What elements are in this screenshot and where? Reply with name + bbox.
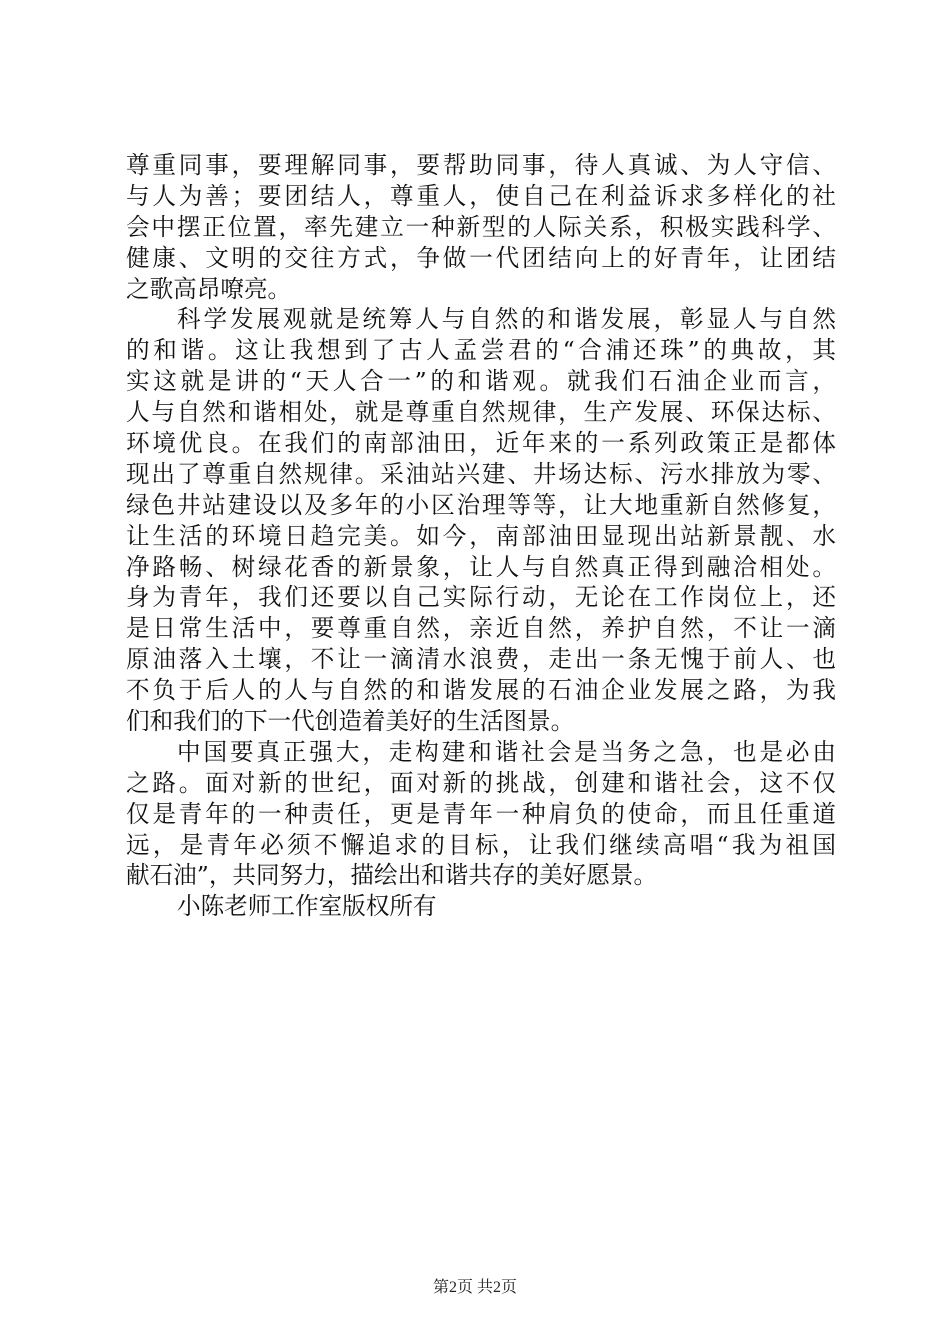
text-line: 是日常生活中，要尊重自然，亲近自然，养护自然，不让一滴 <box>126 614 836 643</box>
text-line: 身为青年，我们还要以自己实际行动，无论在工作岗位上，还 <box>126 583 836 612</box>
text-line: 现出了尊重自然规律。采油站兴建、井场达标、污水排放为零、 <box>126 459 836 488</box>
text-line: 献石油”，共同努力，描绘出和谐共存的美好愿景。 <box>126 861 658 890</box>
text-line: 们和我们的下一代创造着美好的生活图景。 <box>126 707 575 736</box>
text-line: 科学发展观就是统筹人与自然的和谐发展，彰显人与自然 <box>177 305 836 334</box>
page-number-footer: 第2页 共2页 <box>432 1279 517 1296</box>
text-line: 不负于后人的人与自然的和谐发展的石油企业发展之路，为我 <box>126 676 836 705</box>
text-line: 之歌高昂嘹亮。 <box>126 274 292 303</box>
text-line: 健康、文明的交往方式，争做一代团结向上的好青年，让团结 <box>126 243 836 272</box>
text-line: 实这就是讲的“天人合一”的和谐观。就我们石油企业而言， <box>126 367 836 396</box>
copyright-notice: 小陈老师工作室版权所有 <box>177 892 437 921</box>
text-line: 尊重同事，要理解同事，要帮助同事，待人真诚、为人守信、 <box>126 151 836 179</box>
text-line: 仅是青年的一种责任，更是青年一种肩负的使命，而且任重道 <box>126 799 836 828</box>
paragraph-2 <box>126 304 836 736</box>
text-line: 与人为善；要团结人，尊重人，使自己在利益诉求多样化的社 <box>126 181 836 210</box>
text-line: 中国要真正强大，走构建和谐社会是当务之急，也是必由 <box>177 737 836 766</box>
text-line: 绿色井站建设以及多年的小区治理等等，让大地重新自然修复， <box>126 490 836 519</box>
paragraph-1 <box>126 150 836 304</box>
document-body <box>126 150 836 922</box>
text-line: 环境优良。在我们的南部油田，近年来的一系列政策正是都体 <box>126 429 836 458</box>
text-line: 让生活的环境日趋完美。如今，南部油田显现出站新景靓、水 <box>126 521 836 550</box>
text-line: 净路畅、树绿花香的新景象，让人与自然真正得到融洽相处。 <box>126 552 836 581</box>
text-line: 会中摆正位置，率先建立一种新型的人际关系，积极实践科学、 <box>126 212 836 241</box>
text-line: 之路。面对新的世纪，面对新的挑战，创建和谐社会，这不仅 <box>126 768 836 797</box>
paragraph-3 <box>126 737 836 891</box>
text-line: 的和谐。这让我想到了古人孟尝君的“合浦还珠”的典故，其 <box>126 336 836 365</box>
text-line: 远，是青年必须不懈追求的目标，让我们继续高唱“我为祖国 <box>126 830 836 859</box>
text-line: 人与自然和谐相处，就是尊重自然规律，生产发展、环保达标、 <box>126 398 836 427</box>
text-line: 原油落入土壤，不让一滴清水浪费，走出一条无愧于前人、也 <box>126 645 836 674</box>
